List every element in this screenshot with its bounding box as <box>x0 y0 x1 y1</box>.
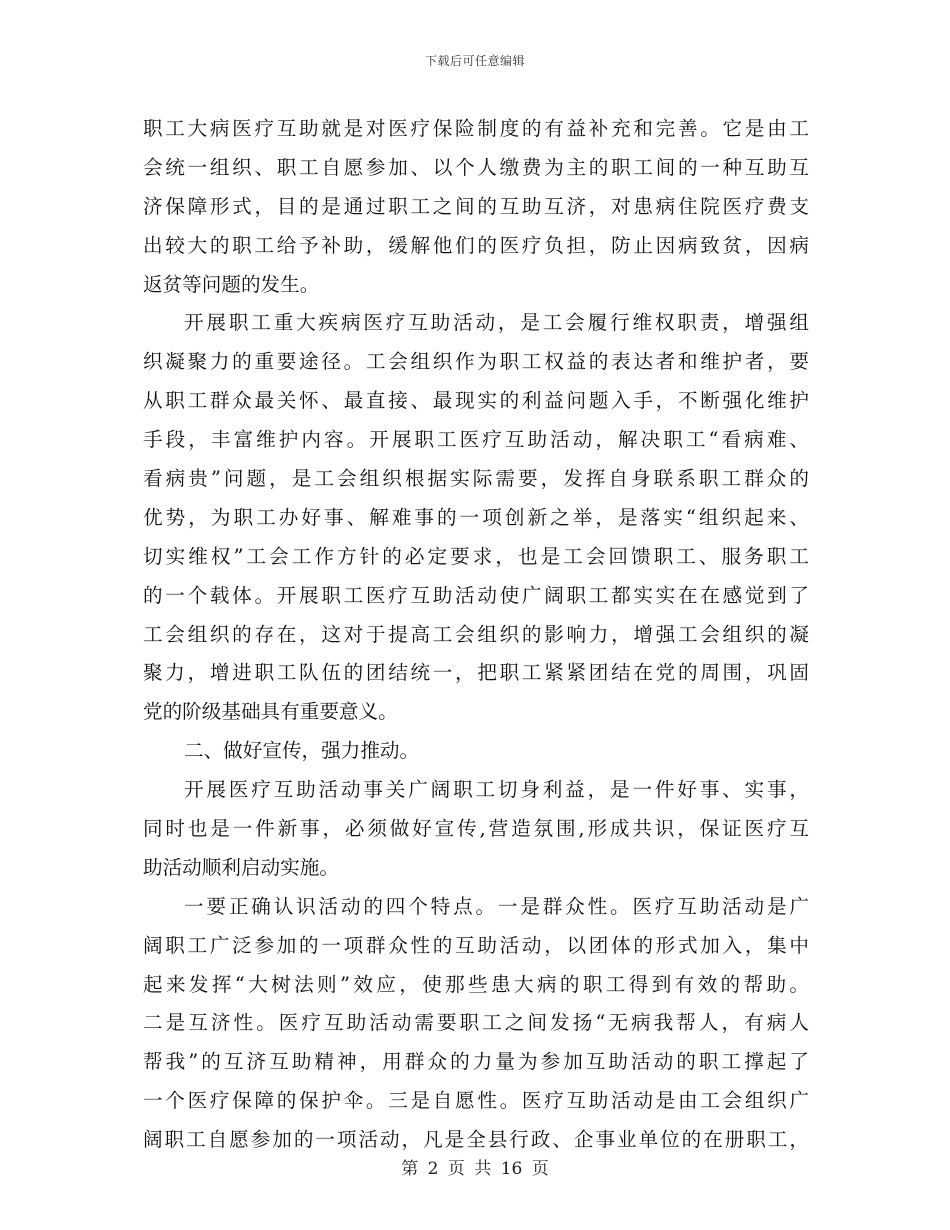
text-line: 聚力，增进职工队伍的团结统一，把职工紧紧团结在党的周围，巩固 <box>143 661 809 685</box>
text-line: 手段，丰富维护内容。开展职工医疗互助活动，解决职工“看病难、 <box>143 428 809 452</box>
page-header: 下载后可任意编辑 <box>424 54 525 68</box>
text-line: 开展职工重大疾病医疗互助活动，是工会履行维权职责，增强组 <box>184 311 809 335</box>
text-line: 优势，为职工办好事、解难事的一项创新之举，是落实“组织起来、 <box>143 505 809 529</box>
text-line: 看病贵”问题，是工会组织根据实际需要，发挥自身联系职工群众的 <box>143 467 809 491</box>
text-line: 切实维权”工会工作方针的必定要求，也是工会回馈职工、服务职工 <box>143 544 809 568</box>
text-line: 助活动顺利启动实施。 <box>143 855 339 879</box>
text-line: 党的阶级基础具有重要意义。 <box>143 700 398 724</box>
text-line: 从职工群众最关怀、最直接、最现实的利益问题入手，不断强化维护 <box>143 389 809 413</box>
text-line: 一要正确认识活动的四个特点。一是群众性。医疗互助活动是广 <box>184 894 809 918</box>
text-line: 职工大病医疗互助就是对医疗保险制度的有益补充和完善。它是由工 <box>143 117 809 140</box>
text-line: 返贫等问题的发生。 <box>143 272 320 296</box>
text-line: 会统一组织、职工自愿参加、以个人缴费为主的职工间的一种互助互 <box>143 155 809 179</box>
text-line: 的一个载体。开展职工医疗互助活动使广阔职工都实实在在感觉到了 <box>143 583 809 607</box>
text-line: 二是互济性。医疗互助活动需要职工之间发扬“无病我帮人，有病人 <box>143 1011 809 1035</box>
text-line: 出较大的职工给予补助，缓解他们的医疗负担，防止因病致贫，因病 <box>143 233 809 257</box>
text-line: 阔职工广泛参加的一项群众性的互助活动，以团体的形式加入，集中 <box>143 933 809 957</box>
text-line: 一个医疗保障的保护伞。三是自愿性。医疗互助活动是由工会组织广 <box>143 1089 809 1113</box>
text-line: 帮我”的互济互助精神，用群众的力量为参加互助活动的职工撑起了 <box>143 1050 809 1074</box>
text-line: 阔职工自愿参加的一项活动，凡是全县行政、企事业单位的在册职工， <box>143 1128 809 1152</box>
text-line: 起来发挥“大树法则”效应，使那些患大病的职工得到有效的帮助。 <box>143 972 809 996</box>
text-line: 工会组织的存在，这对于提高工会组织的影响力，增强工会组织的凝 <box>143 622 809 646</box>
page-footer: 第 2 页 共 16 页 <box>401 1159 549 1179</box>
body-text <box>143 110 809 1160</box>
text-line: 开展医疗互助活动事关广阔职工切身利益，是一件好事、实事， <box>184 778 809 802</box>
text-line: 济保障形式，目的是通过职工之间的互助互济，对患病住院医疗费支 <box>143 194 809 218</box>
text-line: 同时也是一件新事，必须做好宣传,营造氛围,形成共识，保证医疗互 <box>143 817 809 841</box>
text-line: 织凝聚力的重要途径。工会组织作为职工权益的表达者和维护者，要 <box>143 350 809 374</box>
text-line: 二、做好宣传，强力推动。 <box>184 739 420 763</box>
